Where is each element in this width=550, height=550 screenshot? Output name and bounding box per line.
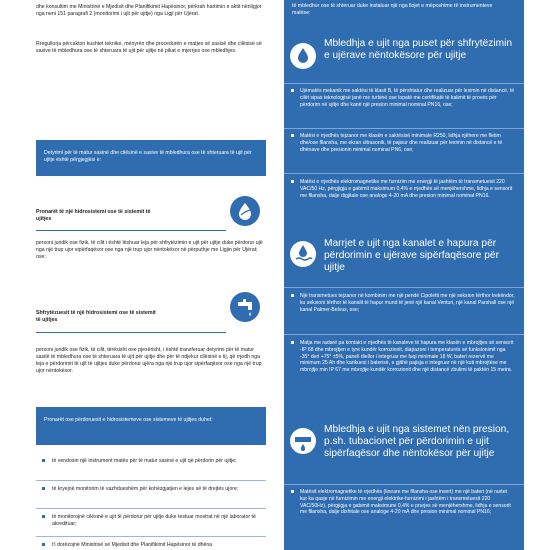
section-2-body: personi juridik ose fizik, të cilit, tërësisht ose pjesërisht, i është transferuar detyrimi për të matur sasitë të mbledhura ose të shteruara të ujit për ujitje dhe për të ndjekur cilësinë e tij, që rrjedh nga leja e përdorimit të ujit të ujitjes duke përdorur ujëra nga një trup ujor sipërfaqësor ose nga një trup ujor nëntokësor. [36, 347, 262, 374]
intro-paragraph-2: Rregullorja përcakton kushtet teknike, mënyrën dhe procedurën e matjes së sasisë dhe cilësisë së sasive të mbledhura ose të shteruara të ujit për ujitje në pikat e mjerrjes ose mbledhjes. [36, 41, 262, 54]
bullet-icon [291, 294, 294, 297]
water-drop-icon [290, 43, 316, 69]
requirements-list: të vendosin një instrument matës për të matur sasinë e ujit që përdorin për ujitje; të kryejnë monitorim të vazhdueshëm për kohëzgjatjen e lejes së të drejtës ujore; të monitorojnë cilësinë e ujit të përdorur për ujitje duke testuar mostrat në një laborator të akredituar; t'i dorëzojnë Ministrisë së Mjedisit dhe Planifikimit Hapësinor të dhëna [36, 458, 266, 550]
pipe-drop-icon [290, 428, 316, 454]
intro-paragraph-1: dhe konsultim me Ministrinë e Mjedisit dhe Planifikimit Hapësinor, përkrah hartimin e aktit nënligjor nga neni 151 paragrafi 2 (monitorimi i ujit për ujitje) nga Ligji për Ujërat. [36, 4, 262, 17]
bullet-icon [42, 459, 45, 462]
bullet-icon [42, 515, 45, 518]
section-1-title: Pronarët të një hidrosistemi ose të sistemit të ujitjes [36, 209, 151, 222]
bullet-icon [291, 490, 294, 493]
obligation-box [36, 140, 266, 176]
right-divider [284, 484, 524, 485]
bullet-icon [291, 134, 294, 137]
bullet-icon [42, 543, 45, 546]
heading-canals [284, 231, 524, 281]
heading-canals-title: Marrjet e ujit nga kanalet e hapura për përdorimin e ujërave sipërfaqësore për ujitje [324, 238, 499, 273]
right-intro: të mbledhur ose të shteruar duke instaluar një nga llojet e mëposhtme të instrumenteve matëse: [292, 3, 493, 16]
heading-pressure-title: Mbledhja e ujit nga sistemet nën presion, p.sh. tubacionet për përdorimin e ujit sipërfaqësor dhe nëntokësor për ujitje [324, 424, 510, 459]
obligation-box-text: Detyrimi për të matur sasinë dhe cilësinë e sasive të mbledhura ose të shteruara të ujit për ujitje është përgjegjësi e: [44, 150, 252, 163]
bullet-icon [42, 487, 45, 490]
right-divider [284, 83, 524, 84]
bullet-icon [291, 180, 294, 183]
section-2-rule [36, 332, 226, 333]
list-divider [36, 480, 266, 481]
leaf-drop-icon [230, 196, 260, 226]
section-2-title: Shfrytëzuesit të një hidrosistemi ose të sistemit të ujitjes [36, 310, 156, 323]
section-1-rule [36, 230, 226, 231]
heading-wells-title: Mbledhja e ujit nga puset për shfrytëzimin e ujërave nëntokësore për ujitje [324, 38, 513, 61]
wave-drop-icon [290, 241, 316, 267]
heading-wells [284, 36, 524, 80]
section-1-body: personi juridik ose fizik, të cilit i është lëshuar leja për shfrytëzimin e ujit për ujitje duke përdorur ujë nga një trup ujor sipërfaqësor ose nga një trup ujor nëntokësor në përputhje me Ligjin për Ujërat; ose; [36, 240, 263, 260]
right-divider [284, 287, 524, 288]
bullet-icon [291, 89, 294, 92]
faucet-icon [230, 292, 260, 322]
right-divider [284, 334, 524, 335]
list-divider [36, 536, 266, 537]
requirements-box-text: Pronarët ose përdoruesit e hidrosistemeve ose sistemeve të ujitjes duhet: [44, 417, 213, 423]
heading-pressure [284, 420, 524, 484]
right-divider [284, 173, 524, 174]
right-divider [284, 128, 524, 129]
requirements-box [36, 407, 266, 445]
right-column: të mbledhur ose të shteruar duke instaluar një nga llojet e mëposhtme të instrumenteve matëse: Mbledhja e ujit nga puset për shfrytëzimin e ujërave nëntokësore për ujitje Ujëmatës mekanik me saktësi të klasit B, të përshtatur dhe realizuar për leximin në distancë, të cilët sipas teknologjisë janë me turbinë ose lopatë me certifikatë të kalimit të provës për përdorim në ujitje dhe kanë një presion minimal nominal PN16, ose; Matësi e rrjedhës tejzanor me klasën e saktësisë minimale R250, lidhja njëhere me fletim dhe/ose fllanxha, me ekran ultrasonik, të pajisur dhe realizuar për leximin në distancë e të dhënave dhe presionin minimal nominal PN6, ose; Matësi e rrjedhës elektromagnetike me furnizim me energji të jashtëm të transmetuesit 220 VAC/50 Hz, përgjigja e gabimit maksimum 0,4% e rrjedhës së menjëhershme, lidhja e sensorit me fllanxha, dalje digjitale ose analoge 4-20 mA dhe presion minimal nominal PN16. Marrjet e ujit nga kanalet e hapura për përdorimin e ujërave sipërfaqësore për ujitje Një transmetues tejzanor në kombinim me një pendë Cipoletti me një seksion tërthor trekëndor, ku seksioni tërthor të kanalit të hapur mund të jenë një kanal Venturi, një kanal Parshall ose një kanal Palmer-Belvus, ose; Matja me radarë pa kontakt e rrjedhës të kanaleve të hapura me klasën e mbrojtjes së sensorit -IP 68 dhe mbrojtjen e tyre kundër korrozionit, diapazoni i temperaturës së funksionimit nga -35° deri +75° ±5%, paneli diellor i integruar me fuqi minimale 18 W, bateri rezervë me minimum 25 Ah dhe karikuesi i baterisë, e gjithë pajisja e integruar në një kuti mbrojtëse me mbrojtje min IP 67 me mbrojtje kundër korrozionit dhe një distancë zbulimi të paktën 15 metra. Mbledhja e ujit nga sistemet nën presion, p.sh. tubacionet për përdorimin e ujit sipërfaqësor dhe nëntokësor për ujitje Matësit elektromagnetike të rrjedhës (lineare me fllanxha ose insert) me një bateri (në rastet kur ka qasje në furnizimin me energji elektrike-furnizimi i jashtëm i transmetuesit 220 VAC/50Hz), përgjigja e gabimit maksimumi 0,4% e prurjes së menjëhershme, lidhja e sensorit me fllanxha, dalje dixhitale ose analoge 4-20 mA dhe presion minimal nominal PN16; [284, 0, 524, 550]
bullet-icon [291, 341, 294, 344]
list-divider [36, 508, 266, 509]
